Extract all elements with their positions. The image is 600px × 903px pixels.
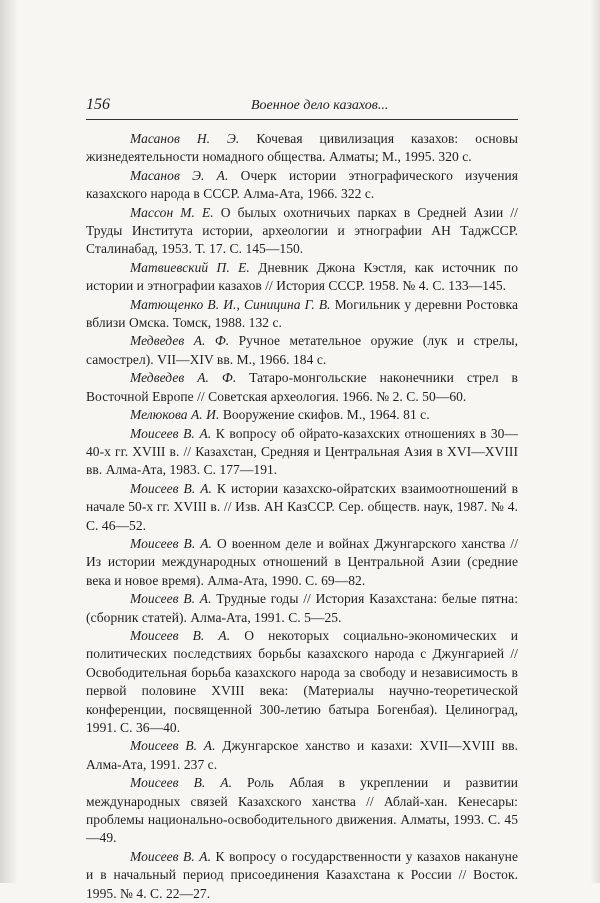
entry-author: Мелюкова А. И.: [130, 407, 220, 423]
bibliography-entry: [86, 848, 518, 903]
entry-text: Могильник у деревни Ростовка вблизи Омска. Томск, 1988. 132 с.: [86, 296, 518, 331]
page-header: [86, 96, 518, 118]
entry-author: Медведев А. Ф.: [130, 333, 230, 349]
bibliography-entry: [86, 296, 518, 333]
bibliography-entry: [86, 627, 518, 737]
entry-author: Масанов Н. Э.: [130, 131, 240, 146]
entry-author: Масанов Э. А.: [130, 167, 229, 183]
bibliography-entry: [86, 737, 518, 774]
page-number: 156: [86, 96, 110, 113]
entry-author: Моисеев В. А.: [130, 775, 233, 791]
entry-author: Моисеев В. А.: [130, 848, 212, 864]
entry-text: Татаро-монгольские наконечники стрел в Восточной Европе // Советская археология. 1966. № 2. С. 50—60.: [86, 370, 518, 404]
entry-author: Моисеев В. А.: [130, 480, 212, 496]
entry-text: К истории казахско-ойратских взаимоотношений в начале 50-х гг. XVIII в. // Изв. АН КазССР. Сер. обществ. наук, 1987. № 4. С. 46—52.: [86, 480, 518, 533]
header-rule: [86, 119, 518, 120]
entry-text: Роль Аблая в укреплении и развитии международных связей Казахского ханства // Аблай-хан. Кенесары: проблемы национально-освободительного движения. Алматы, 1993. С. 45—49.: [86, 775, 518, 846]
entry-text: Ручное метательное оружие (лук и стрелы, самострел). VII—XIV вв. М., 1966. 184 с.: [86, 333, 518, 367]
entry-text: К вопросу об ойрато-казахских отношениях в 30—40-х гг. XVIII в. // Казахстан, Средняя и Центральная Азия в XVI—XVIII вв. Алма-Ата, 1983. С. 177—191.: [86, 425, 519, 478]
bibliography-entry: [86, 535, 518, 590]
entry-text: Трудные годы // История Казахстана: белые пятна: (сборник статей). Алма-Ата, 1991. С. 5—25.: [86, 591, 519, 625]
entry-text: Дневник Джона Кэстля, как источник по истории и этнографии казахов // История СССР. 1958. № 4. С. 133—145.: [86, 259, 519, 294]
entry-author: Моисеев В. А.: [130, 591, 212, 607]
bibliography-entry: [86, 332, 518, 369]
bibliography-entry: [86, 130, 518, 167]
entry-text: Вооружение скифов. М., 1964. 81 с.: [219, 407, 430, 423]
entry-text: О былых охотничьих парках в Средней Азии // Труды Института истории, археологии и этнографии АН ТаджССР. Сталинабад, 1953. Т. 17. С. 145—150.: [86, 204, 518, 257]
page-gutter-shadow: [0, 0, 18, 883]
entry-text: Джунгарское ханство и казахи: XVII—XVIII вв. Алма-Ата, 1991. 237 с.: [86, 738, 518, 772]
entry-author: Матющенко В. И., Синицина Г. В.: [130, 296, 331, 312]
entry-author: Моисеев В. А.: [130, 535, 212, 551]
entry-text: О некоторых социально-экономических и политических последствиях борьбы казахского народа с Джунгарией // Освободительная борьба казахского народа за свободу и независимость в первой половине XVIII века: (Материалы научно-теоретической конференции, посвященной 300-летию батыра Богенбая). Целиноград, 1991. С. 36—40.: [86, 627, 518, 735]
entry-author: Медведев А. Ф.: [130, 370, 237, 386]
bibliography-entry: [86, 406, 518, 424]
bibliography-list: [86, 130, 518, 903]
bibliography-entry: [86, 167, 518, 204]
entry-text: К вопросу о государственности у казахов накануне и в начальный период присоединения Казахстана к России // Восток. 1995. № 4. С. 22—27.: [86, 848, 519, 901]
entry-text: Очерк истории этнографического изучения казахского народа в СССР. Алма-Ата, 1966. 322 с.: [86, 167, 519, 202]
entry-author: Матвиевский П. Е.: [130, 259, 250, 275]
entry-author: Моисеев В. А.: [130, 425, 212, 441]
entry-author: Моисеев В. А.: [130, 738, 216, 754]
running-title: Военное дело казахов...: [251, 98, 389, 113]
bibliography-entry: [86, 774, 518, 848]
bibliography-entry: [86, 259, 518, 296]
bibliography-entry: [86, 369, 518, 406]
bibliography-entry: [86, 590, 518, 627]
page-edge-shadow: [590, 0, 600, 883]
bibliography-entry: [86, 480, 518, 535]
entry-text: О военном деле и войнах Джунгарского ханства // Из истории международных отношений в Центральной Азии (средние века и новое время). Алма-Ата, 1990. С. 69—82.: [86, 535, 518, 588]
entry-author: Моисеев В. А.: [130, 627, 231, 643]
entry-text: Кочевая цивилизация казахов: основы жизнедеятельности номадного общества. Алматы; М., 1995. 320 с.: [86, 131, 519, 165]
bibliography-entry: [86, 204, 518, 259]
bibliography-entry: [86, 425, 518, 480]
entry-author: Массон М. Е.: [130, 204, 214, 220]
